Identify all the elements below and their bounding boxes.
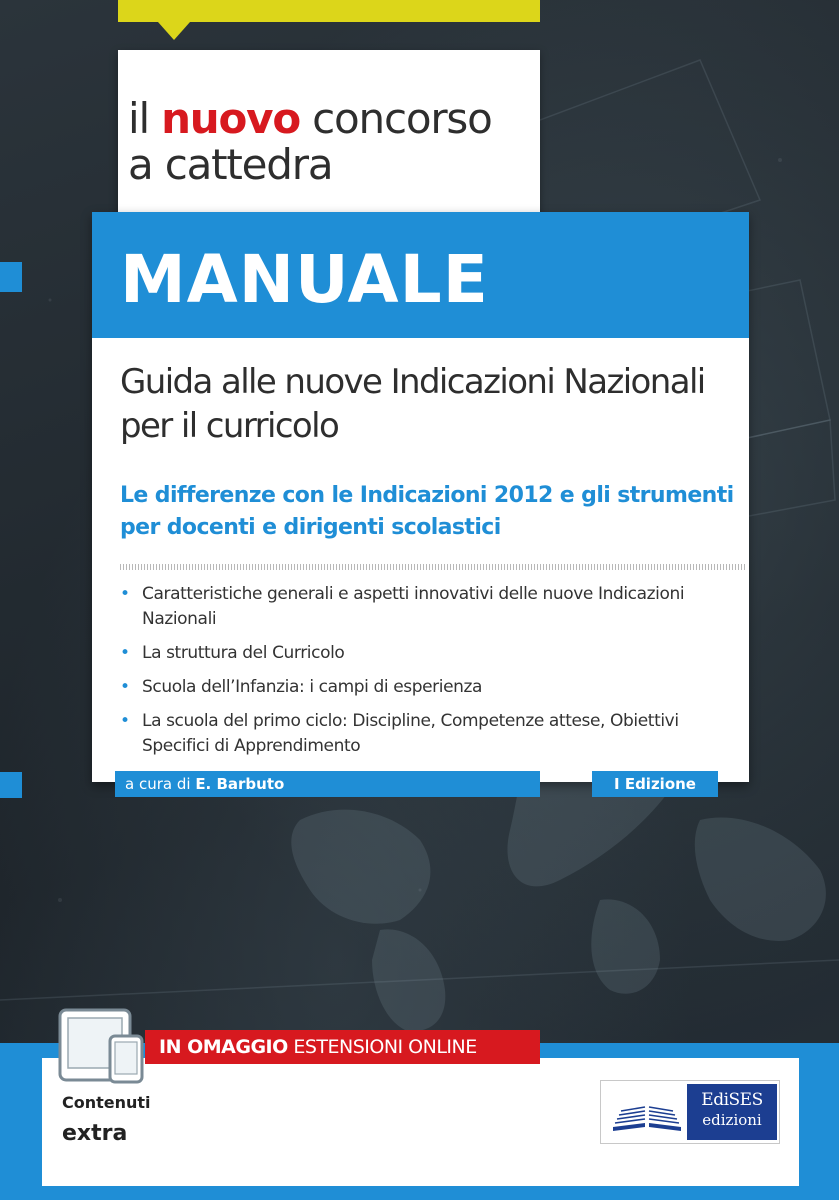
dotted-divider — [120, 564, 745, 570]
category-label: MANUALE — [120, 241, 489, 318]
main-title-card — [92, 212, 749, 782]
publisher-name: EdiSES — [701, 1090, 763, 1110]
list-item-text: Scuola dell’Infanzia: i campi di esperienza — [142, 677, 483, 697]
author-name: E. Barbuto — [195, 775, 285, 793]
list-item — [120, 675, 740, 700]
publisher-logo — [600, 1080, 780, 1144]
left-edge-marker-bottom — [0, 772, 22, 798]
series-word-concorso: concorso — [312, 94, 492, 143]
publisher-name-block — [687, 1084, 777, 1140]
open-book-icon — [609, 1093, 685, 1133]
contenuti-label: Contenuti — [62, 1093, 151, 1112]
series-ribbon-notch — [158, 22, 190, 40]
extra-label: extra — [62, 1121, 128, 1146]
list-item — [120, 582, 740, 632]
omaggio-banner — [145, 1030, 540, 1064]
omaggio-strong: IN OMAGGIO — [159, 1036, 288, 1058]
series-word-il: il — [128, 94, 149, 143]
omaggio-rest: ESTENSIONI ONLINE — [293, 1036, 477, 1058]
list-item-text: La struttura del Curricolo — [142, 643, 345, 663]
bullet-dot: • — [120, 584, 130, 604]
series-word-nuovo: nuovo — [161, 94, 300, 143]
edition-badge: I Edizione — [592, 771, 718, 797]
series-title-line2: a cattedra — [128, 140, 333, 189]
publisher-sub: edizioni — [702, 1111, 762, 1129]
list-item-text: La scuola del primo ciclo: Discipline, Competenze attese, Obiettivi Specifici di Apprendimento — [142, 711, 679, 756]
list-item — [120, 641, 740, 666]
book-title: Guida alle nuove Indicazioni Nazionali per il curricolo — [120, 362, 705, 446]
series-title-box — [118, 50, 540, 230]
left-edge-marker-top — [0, 262, 22, 292]
author-bar — [115, 771, 540, 797]
bullet-dot: • — [120, 643, 130, 663]
author-prefix: a cura di — [125, 775, 191, 793]
series-yellow-ribbon — [118, 0, 540, 22]
series-title-line1 — [128, 96, 540, 142]
contents-list — [120, 582, 740, 768]
list-item — [120, 709, 740, 759]
tablet-phone-icon — [56, 1006, 152, 1084]
bullet-dot: • — [120, 711, 130, 731]
bullet-dot: • — [120, 677, 130, 697]
list-item-text: Caratteristiche generali e aspetti innovativi delle nuove Indicazioni Nazionali — [142, 584, 685, 629]
book-subtitle: Le differenze con le Indicazioni 2012 e gli strumenti per docenti e dirigenti scolastici — [120, 483, 734, 540]
